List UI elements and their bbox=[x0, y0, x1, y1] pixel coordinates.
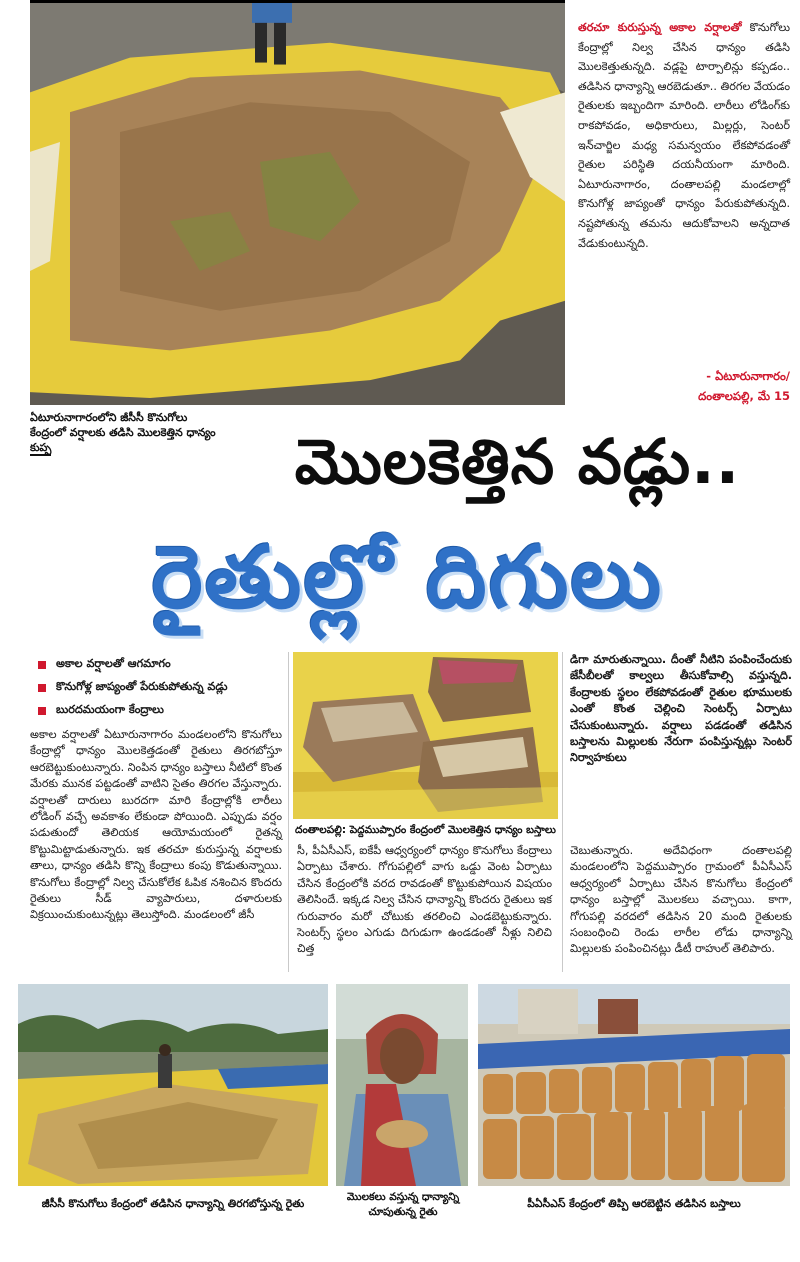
bullet-item bbox=[38, 653, 288, 676]
bullet-square-icon bbox=[38, 707, 46, 715]
dried-sacks-photo bbox=[478, 984, 790, 1186]
dateline-place: - ఏటూరునాగారం/ bbox=[706, 369, 790, 383]
bullet-square-icon bbox=[38, 661, 46, 669]
bullet-item bbox=[38, 676, 288, 699]
column-divider bbox=[288, 652, 289, 972]
article-column-1: అకాల వర్షాలతో ఏటూరునాగారం మండలంలోని కొనుగోలు కేంద్రాల్లో ధాన్యం మొలకెత్తడంతో రైతులు తిరగబోస్తూ ఆరబెట్టుకుంటున్నారు. నింపిన ధాన్యం బస్తాలు నీటిలో కొంత మేరకు మునక పట్టడంతో వాటిని సైతం తిరగల వేస్తున్నారు. వర్షాలతో దారులు బురదగా మారి కేంద్రాల్లోకి లారీలు లోడింగ్ వచ్చే అవకాశం లేకుండా పోయింది. ఎప్పుడు వర్షం పడుతుందో తెలియక ఆయోమయంలో రైతన్న కొట్టుమిట్టాడుతున్నారు. ఇక తరచూ కురుస్తున్న వర్షాలకు తాలు, ధాన్యం తడిసి కొన్ని కేంద్రాలు కంపు కొడుతున్నాయి. కొనుగోలు కేంద్రాల్లో నిల్వ చేసుకోలేక ఓపిక నశించిన కొందరు రైతులు సీడ్ వ్యాపారులు, దళారులకు విక్రయించుకుంటున్నట్లు తెలుస్తోంది. మండలంలో జీసీ bbox=[30, 728, 282, 922]
sack-photo-caption: దంతాలపల్లి: పెద్దముప్పారం కేంద్రంలో మొలకెత్తిన ధాన్యం బస్తాలు bbox=[295, 824, 556, 836]
dateline bbox=[590, 366, 790, 406]
headline-line-2: రైతుల్లో దిగులు bbox=[151, 528, 664, 628]
intro-lead: తరచూ కురుస్తున్న అకాల వర్షాలతో bbox=[578, 21, 742, 34]
dateline-date: దంతాలపల్లి, మే 15 bbox=[698, 389, 790, 403]
column-divider bbox=[562, 652, 563, 972]
column-3-top-text: డిగా మారుతున్నాయి. దీంతో నీటిని పంపించేందుకు జేసీబీలతో కాల్వలు తీసుకోవాల్సి వస్తున్నది. కేంద్రాలకు స్థలం లేకపోవడంతో రైతుల భూములకు ఎంతో కొంత చెల్లించి సెంటర్స్ ఏర్పాటు చేసుకుంటున్నారు. వర్షాలు పడడంతో తడిసిన బస్తాలను మిల్లులకు నేరుగా పంపిస్తున్నట్లు సెంటర్ నిర్వాహకులు bbox=[570, 653, 792, 765]
highlight-bullets bbox=[38, 653, 288, 722]
top-caption-text: ఏటూరునాగారంలోని జీసీసీ కొనుగోలు కేంద్రంలో వర్షాలకు తడిసి మొలకెత్తిన ధాన్యం bbox=[30, 411, 216, 439]
bottom-caption-1: జీసీసీ కొనుగోలు కేంద్రంలో తడిసిన ధాన్యాన్ని తిరగబోస్తున్న రైతు bbox=[41, 1197, 305, 1210]
farmer-turning-paddy-photo bbox=[18, 984, 328, 1186]
farmer-showing-sprouts-photo bbox=[336, 984, 468, 1186]
intro-body: కొనుగోలు కేంద్రాల్లో నిల్వ చేసిన ధాన్యం తడిసి మొలకెత్తుతున్నది. వడ్లపై టార్పాలిన్లు కప్పడం.. తడిసిన ధాన్యాన్ని ఆరబెడుతూ.. తిరగల వేయడం రైతులకు ఇబ్బందిగా మారింది. లారీలు లోడింగ్‌కు రాకపోవడం, అధికారులు, మిల్లర్లు, సెంటర్ ఇన్‌చార్జిల మధ్య సమన్వయం లేకపోవడంతో రైతుల పరిస్థితి దయనీయంగా మారింది. ఏటూరునాగారం, దంతాలపల్లి మండలాల్లో కొనుగోళ్ల జాప్యంతో ధాన్యం పేరుకుపోతున్నది. నష్టపోతున్న తమను ఆదుకోవాలని అన్నదాత వేడుకుంటున్నది. bbox=[578, 21, 790, 250]
article-column-2: సీ, పీఏసీఎస్, ఐకేపీ ఆధ్వర్యంలో ధాన్యం కొనుగోలు కేంద్రాలు ఏర్పాటు చేశారు. గోగుపల్లిలో వాగు ఒడ్డు వెంట ఏర్పాటు చేసిన కేంద్రంలోకి వరద రావడంతో కొట్టుకుపోయిన విషయం తెలిసిందే. ఇక్కడ నిల్వ చేసిన ధాన్యాన్ని కొందరు రైతులు ఇక గురువారం మరో చోటుకు తరలించి ఎండబెట్టుకున్నారు. సెంటర్స్ స్థలం ఎగుడు దిగుడుగా ఉండడంతో నీళ్లు నిలిచి చిత్త bbox=[297, 844, 552, 956]
bullet-text: బురదమయంగా కేంద్రాలు bbox=[56, 702, 164, 716]
top-photo-sprouted-paddy bbox=[30, 0, 565, 405]
bullet-text: కొనుగోళ్ల జాప్యంతో పేరుకుపోతున్న వడ్లు bbox=[56, 679, 228, 693]
bottom-caption-3: పీఏసీఎస్ కేంద్రంలో తిప్పి ఆరబెట్టిన తడిసిన బస్తాలు bbox=[527, 1197, 741, 1210]
bottom-caption-2: మొలకలు వస్తున్న ధాన్యాన్ని చూపుతున్న రైతు bbox=[346, 1191, 460, 1218]
top-caption-underlined: కుప్ప bbox=[30, 441, 52, 454]
bullet-item bbox=[38, 699, 288, 722]
top-photo-caption bbox=[30, 410, 220, 455]
sprouted-sacks-photo bbox=[293, 652, 558, 819]
intro-paragraph bbox=[578, 18, 790, 253]
article-column-3-bottom: చెబుతున్నారు. అదేవిధంగా దంతాలపల్లి మండలంలోని పెద్దముప్పారం గ్రామంలో పీఏసీఎస్ ఆధ్వర్యంలో ఏర్పాటు చేసిన కొనుగోలు కేంద్రంలో ధాన్యం బస్తాల్లో మొలకలు వచ్చాయి. కాగా, గోగుపల్లి వరదలో తడిసిన 20 మంది రైతులకు సంబంధించి రెండు లారీల లోడు ధాన్యాన్ని మిల్లులకు పంపించినట్లు డీటీ రాహుల్ తెలిపారు. bbox=[570, 844, 792, 956]
bullet-text: అకాల వర్షాలతో ఆగమాగం bbox=[56, 656, 171, 670]
bullet-square-icon bbox=[38, 684, 46, 692]
headline-line-1: మొలకెత్తిన వడ్లు.. bbox=[294, 425, 741, 498]
article-column-3-top bbox=[570, 652, 792, 767]
